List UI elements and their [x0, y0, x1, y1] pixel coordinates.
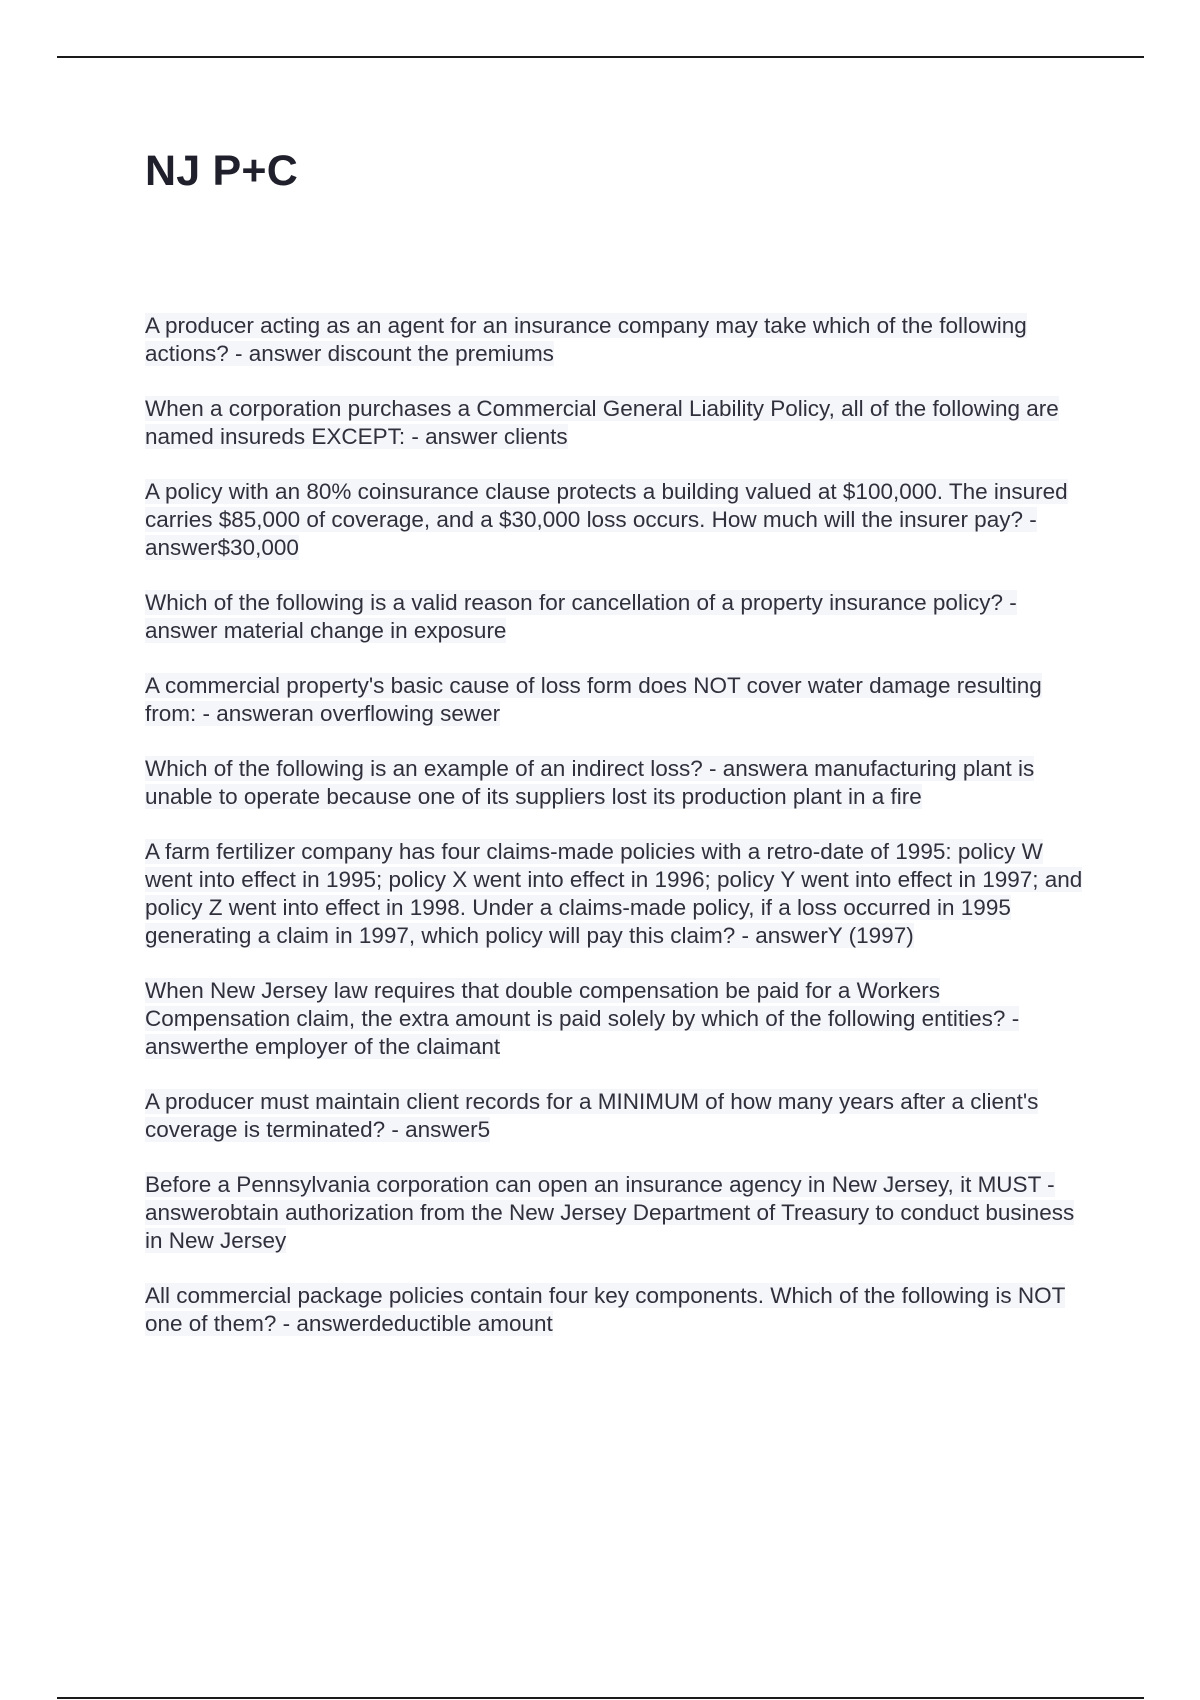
qa-text: When a corporation purchases a Commercial General Liability Policy, all of the following are named insureds EXCEPT: - answer clients: [145, 396, 1059, 449]
qa-item: [145, 589, 1090, 645]
qa-text: Which of the following is an example of an indirect loss? - answera manufacturing plant is unable to operate because one of its suppliers lost its production plant in a fire: [145, 756, 1035, 809]
qa-text: When New Jersey law requires that double compensation be paid for a Workers Compensation claim, the extra amount is paid solely by which of the following entities? - answerthe employer of the claimant: [145, 978, 1020, 1059]
qa-text: A commercial property's basic cause of loss form does NOT cover water damage resulting from: - answeran overflowing sewer: [145, 673, 1042, 726]
qa-text: Before a Pennsylvania corporation can open an insurance agency in New Jersey, it MUST - answerobtain authorization from the New Jersey Department of Treasury to conduct business in New Jersey: [145, 1172, 1075, 1253]
qa-item: [145, 478, 1090, 562]
qa-text: All commercial package policies contain four key components. Which of the following is NOT one of them? - answerdeductible amount: [145, 1283, 1066, 1336]
document-title: NJ P+C: [145, 147, 298, 195]
qa-item: [145, 838, 1090, 950]
qa-item: [145, 977, 1090, 1061]
qa-list: [145, 312, 1090, 1365]
qa-item: [145, 312, 1090, 368]
bottom-divider: [57, 1697, 1144, 1699]
qa-text: A farm fertilizer company has four claims-made policies with a retro-date of 1995: policy W went into effect in 1995; policy X went into effect in 1996; policy Y went into effect in 1997; and policy Z went into effect in 1998. Under a claims-made policy, if a loss occurred in 1995 generating a claim in 1997, which policy will pay this claim? - answerY (1997): [145, 839, 1083, 948]
qa-item: [145, 1171, 1090, 1255]
qa-item: [145, 1088, 1090, 1144]
qa-item: [145, 672, 1090, 728]
qa-text: A policy with an 80% coinsurance clause protects a building valued at $100,000. The insured carries $85,000 of coverage, and a $30,000 loss occurs. How much will the insurer pay? - answer$30,000: [145, 479, 1068, 560]
qa-text: Which of the following is a valid reason for cancellation of a property insurance policy? - answer material change in exposure: [145, 590, 1017, 643]
qa-item: [145, 1282, 1090, 1338]
qa-text: A producer must maintain client records for a MINIMUM of how many years after a client's coverage is terminated? - answer5: [145, 1089, 1039, 1142]
top-divider: [57, 56, 1144, 58]
qa-item: [145, 755, 1090, 811]
qa-text: A producer acting as an agent for an insurance company may take which of the following actions? - answer discount the premiums: [145, 313, 1027, 366]
qa-item: [145, 395, 1090, 451]
